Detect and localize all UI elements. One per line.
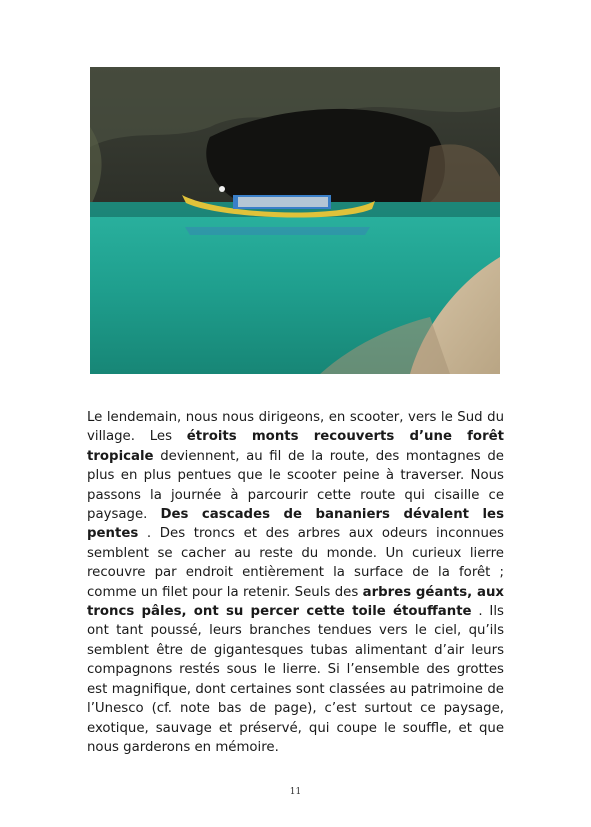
text-segment: . Des troncs et des arbres aux odeurs inconnues semblent se cacher au reste du monde. Un curieux lierre recouvre par endroit entièrement la surface de la forêt ; comme un filet pour la retenir. Seuls des: [87, 526, 504, 600]
paragraph: [87, 408, 504, 757]
boat-reflection: [185, 227, 370, 235]
cave-boat-photo: [90, 67, 500, 374]
text-segment: Le lendemain, nous nous dirigeons, en scooter, vers le Sud du village. Les: [87, 410, 504, 445]
cave-boat-illustration: [90, 67, 500, 374]
page-number: 11: [289, 787, 302, 797]
boatman: [219, 186, 225, 192]
bold-phrase: étroits monts recouverts d’une forêt tropicale: [87, 429, 504, 464]
boat-passengers: [238, 197, 328, 207]
bold-phrase: arbres géants, aux troncs pâles, ont su percer cette toile étouffante: [87, 584, 504, 620]
text-segment: . Ils ont tant poussé, leurs branches tendues vers le ciel, qu’ils semblent être de gigantesques tubas alimentant d’air leurs compagnons restés sous le lierre. Si l’ensemble des grottes est magnifique, dont certaines sont classées au patrimoine de l’Unesco (cf. note bas de page), c’est surtout ce paysage, exotique, sauvage et préservé, qui coupe le souffle, et que nous garderons en mémoire.: [87, 604, 504, 755]
text-segment: deviennent, au fil de la route, des montagnes de plus en plus pentues que le scooter peine à traverser. Nous passons la journée à parcourir cette route qui cisaille ce paysage.: [87, 448, 504, 523]
body-text: [87, 408, 504, 757]
bold-phrase: Des cascades de bananiers dévalent les pentes: [87, 507, 504, 542]
